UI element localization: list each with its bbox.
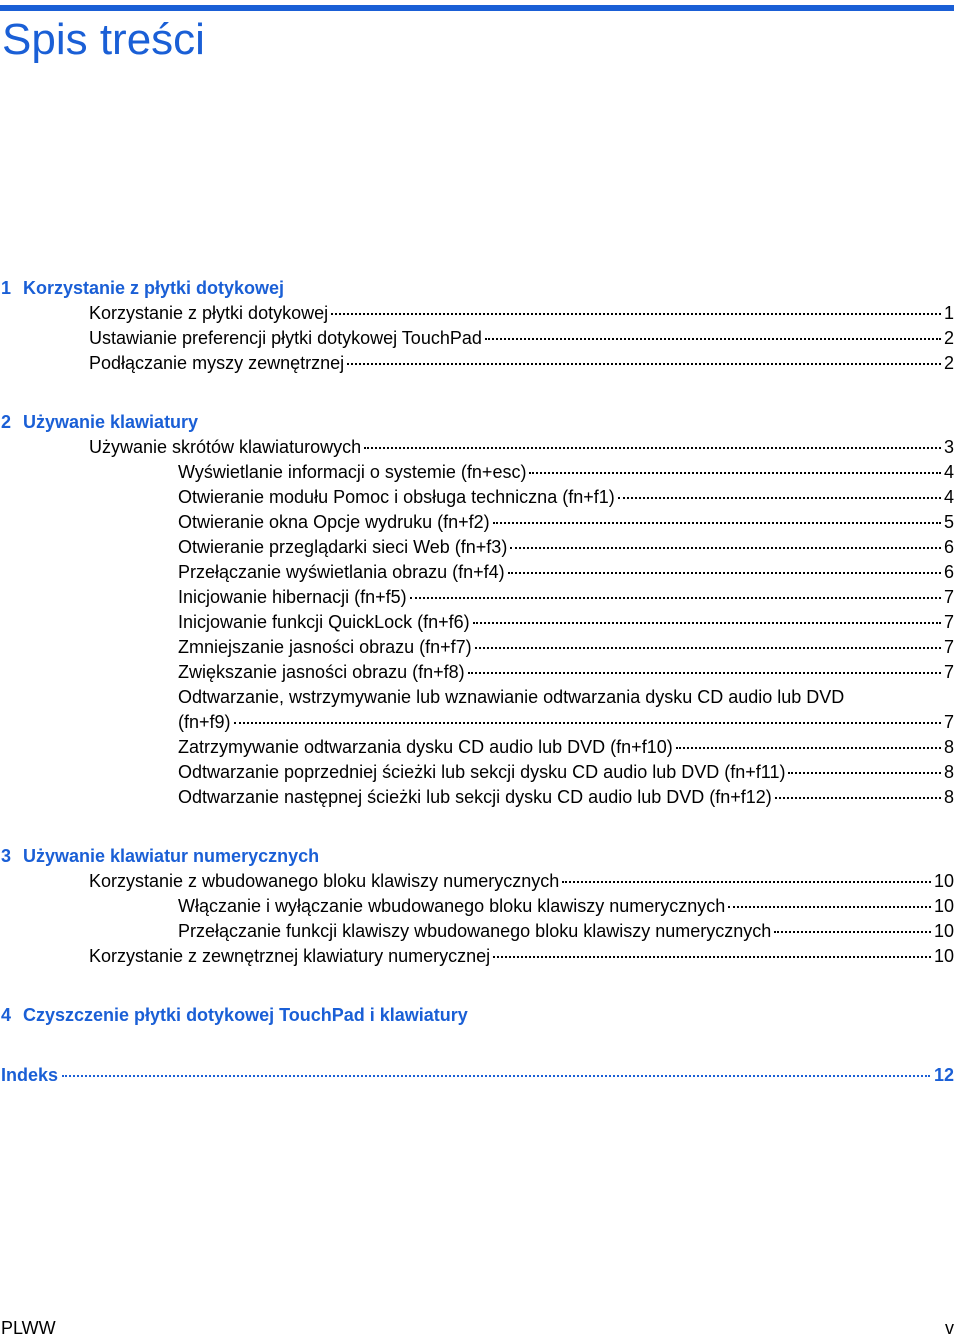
toc-entry[interactable] [0, 435, 954, 460]
dot-leader [475, 647, 941, 649]
page-number: 1 [943, 303, 954, 323]
page-number: 3 [943, 437, 954, 457]
toc-entry[interactable] [0, 560, 954, 585]
toc-entry[interactable] [0, 894, 954, 919]
toc-entry[interactable] [0, 301, 954, 326]
dot-leader [510, 547, 941, 549]
entry-label: Zatrzymywanie odtwarzania dysku CD audio lub DVD (fn+f10) [178, 737, 673, 757]
chapter-title: Używanie klawiatury [23, 412, 199, 432]
page-number: 10 [933, 946, 954, 966]
page-number: 4 [943, 487, 954, 507]
dot-leader [508, 572, 941, 574]
chapter-heading[interactable] [0, 844, 954, 869]
page-number: 4 [943, 462, 954, 482]
page-number: 6 [943, 537, 954, 557]
dot-leader [676, 747, 941, 749]
table-of-contents [0, 276, 954, 1062]
page-number: 7 [943, 662, 954, 682]
toc-entry[interactable] [0, 326, 954, 351]
entry-label: Używanie skrótów klawiaturowych [89, 437, 362, 457]
page-number: 7 [943, 587, 954, 607]
chapter-heading[interactable] [0, 410, 954, 435]
page-number: 7 [943, 712, 954, 732]
toc-entry[interactable] [0, 869, 954, 894]
dot-leader [775, 797, 941, 799]
entry-label: Korzystanie z wbudowanego bloku klawiszy numerycznych [89, 871, 560, 891]
dot-leader [62, 1075, 930, 1077]
toc-entry[interactable] [0, 735, 954, 760]
dot-leader [788, 772, 941, 774]
chapter-title: Korzystanie z płytki dotykowej [23, 278, 285, 298]
chapter-1 [0, 276, 954, 376]
dot-leader [774, 931, 931, 933]
toc-entry[interactable] [0, 944, 954, 969]
entry-label: Odtwarzanie poprzedniej ścieżki lub sekcji dysku CD audio lub DVD (fn+f11) [178, 762, 786, 782]
toc-entry[interactable] [0, 635, 954, 660]
page-title: Spis treści [2, 15, 205, 64]
page-number: 2 [943, 328, 954, 348]
toc-entry[interactable] [0, 351, 954, 376]
chapter-heading[interactable] [0, 1003, 954, 1028]
toc-entry[interactable] [0, 760, 954, 785]
footer-page-number: v [945, 1318, 954, 1338]
page-number: 8 [943, 762, 954, 782]
page-number: 6 [943, 562, 954, 582]
toc-entry[interactable] [0, 710, 954, 735]
page-number: 10 [933, 921, 954, 941]
chapter-number: 2 [1, 412, 12, 432]
entry-label: Odtwarzanie następnej ścieżki lub sekcji dysku CD audio lub DVD (fn+f12) [178, 787, 772, 807]
toc-entry[interactable] [0, 585, 954, 610]
chapter-title: Czyszczenie płytki dotykowej TouchPad i klawiatury [23, 1005, 468, 1025]
toc-entry[interactable] [0, 660, 954, 685]
page-number: 10 [933, 871, 954, 891]
index-entry[interactable] [0, 1063, 954, 1088]
entry-label: Korzystanie z zewnętrznej klawiatury numerycznej [89, 946, 491, 966]
dot-leader [618, 497, 941, 499]
chapter-heading[interactable] [0, 276, 954, 301]
entry-label: (fn+f9) [178, 712, 231, 732]
dot-leader [331, 313, 941, 315]
index-label: Indeks [1, 1065, 59, 1085]
dot-leader [410, 597, 941, 599]
chapter-3 [0, 844, 954, 969]
dot-leader [493, 956, 931, 958]
page-number: 7 [943, 612, 954, 632]
entry-label: Przełączanie funkcji klawiszy wbudowanego bloku klawiszy numerycznych [178, 921, 772, 941]
entry-label: Korzystanie z płytki dotykowej [89, 303, 329, 323]
dot-leader [493, 522, 941, 524]
entry-label: Inicjowanie hibernacji (fn+f5) [178, 587, 407, 607]
entry-label: Otwieranie okna Opcje wydruku (fn+f2) [178, 512, 490, 532]
top-rule [0, 5, 954, 11]
entry-label: Ustawianie preferencji płytki dotykowej TouchPad [89, 328, 482, 348]
toc-entry[interactable] [0, 535, 954, 560]
toc-entry[interactable] [0, 510, 954, 535]
page-number: 8 [943, 737, 954, 757]
dot-leader [234, 722, 941, 724]
toc-entry[interactable] [0, 919, 954, 944]
dot-leader [364, 447, 941, 449]
entry-label-line1[interactable]: Odtwarzanie, wstrzymywanie lub wznawianie odtwarzania dysku CD audio lub DVD [178, 687, 845, 707]
toc-entry[interactable] [0, 785, 954, 810]
entry-label: Włączanie i wyłączanie wbudowanego bloku klawiszy numerycznych [178, 896, 726, 916]
page-number: 2 [943, 353, 954, 373]
toc-entry[interactable] [0, 460, 954, 485]
chapter-4 [0, 1003, 954, 1028]
entry-label: Zwiększanie jasności obrazu (fn+f8) [178, 662, 465, 682]
dot-leader [347, 363, 941, 365]
dot-leader [485, 338, 941, 340]
chapter-2 [0, 410, 954, 810]
entry-label: Przełączanie wyświetlania obrazu (fn+f4) [178, 562, 505, 582]
index-page-number: 12 [933, 1065, 954, 1085]
page-number: 5 [943, 512, 954, 532]
dot-leader [562, 881, 931, 883]
page-number: 8 [943, 787, 954, 807]
entry-label: Podłączanie myszy zewnętrznej [89, 353, 345, 373]
dot-leader [529, 472, 941, 474]
toc-entry[interactable] [0, 485, 954, 510]
chapter-number: 4 [1, 1005, 12, 1025]
footer-locale: PLWW [1, 1318, 56, 1338]
entry-label: Inicjowanie funkcji QuickLock (fn+f6) [178, 612, 470, 632]
dot-leader [468, 672, 941, 674]
entry-label: Wyświetlanie informacji o systemie (fn+esc) [178, 462, 527, 482]
dot-leader [473, 622, 941, 624]
dot-leader [728, 906, 931, 908]
chapter-number: 1 [1, 278, 12, 298]
chapter-number: 3 [1, 846, 12, 866]
entry-label: Otwieranie przeglądarki sieci Web (fn+f3) [178, 537, 508, 557]
page-number: 10 [933, 896, 954, 916]
entry-label: Otwieranie modułu Pomoc i obsługa techniczna (fn+f1) [178, 487, 615, 507]
entry-label: Zmniejszanie jasności obrazu (fn+f7) [178, 637, 472, 657]
toc-entry[interactable] [0, 610, 954, 635]
page-number: 7 [943, 637, 954, 657]
chapter-title: Używanie klawiatur numerycznych [23, 846, 320, 866]
